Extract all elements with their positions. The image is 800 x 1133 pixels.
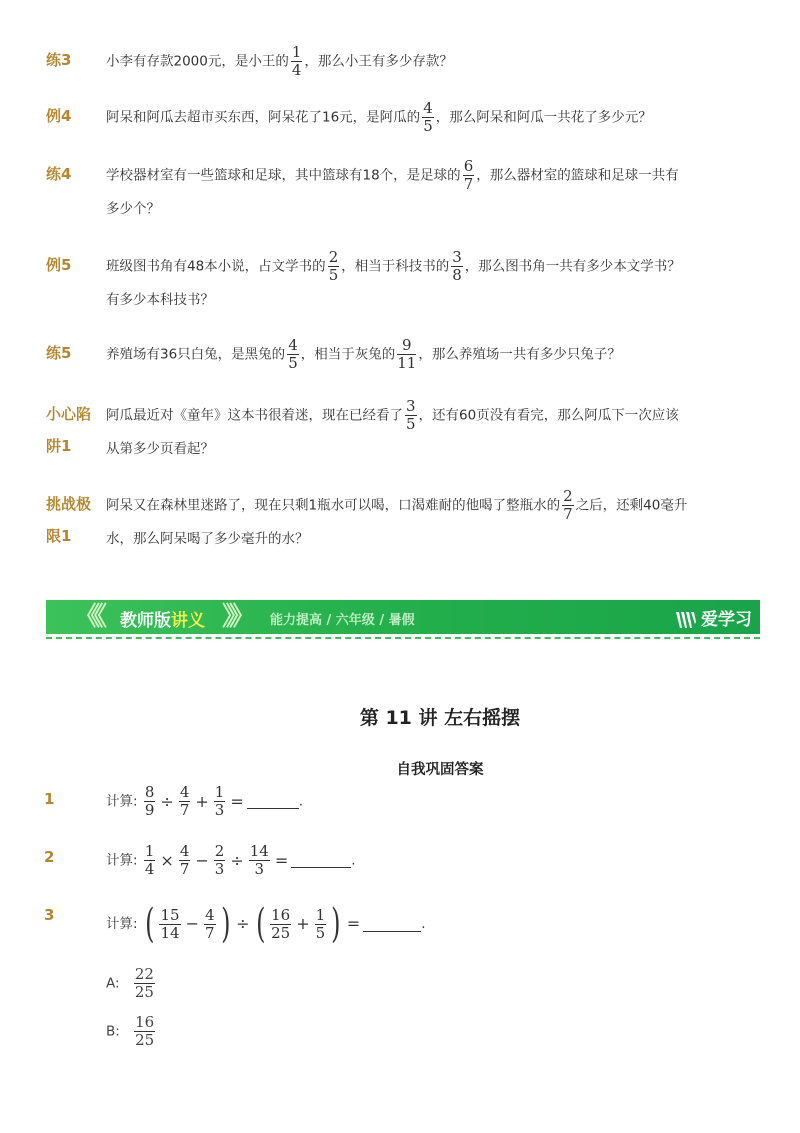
banner-title: 教师版讲义 [120, 611, 205, 631]
answer-blank[interactable] [247, 794, 299, 809]
fraction: $\frac{1}{4}$ [291, 43, 302, 79]
problem-text: 养殖场有36只白兔，是黑兔的 $\frac{4}{5}$ ，相当于灰兔的 $\frac{9}{11}$ ，那么养殖场一共有多少只兔子？ [106, 336, 621, 372]
question-number: 1 [44, 790, 55, 808]
problem-text: 班级图书角有48本小说，占文学书的 $\frac{2}{5}$ ，相当于科技书的 $\frac{3}{8}$ ，那么图书角一共有多少本文学书？ 有多少本科技书？ [106, 248, 681, 308]
brand-logo: 爱学习 [675, 605, 752, 630]
problem-text: 小李有存款2000元，是小王的 $\frac{1}{4}$ ，那么小王有多少存款？ [106, 43, 453, 79]
answer-blank[interactable] [291, 853, 351, 868]
problem-text: 学校器材室有一些篮球和足球，其中篮球有18个，是足球的 $\frac{6}{7}$ ，那么器材室的篮球和足球一共有 多少个？ [106, 157, 679, 217]
choice-b[interactable]: B: $\frac{16}{25}$ [106, 1013, 155, 1049]
fraction: $\frac{2}{7}$ [563, 487, 573, 523]
problem-label: 练4 [46, 165, 72, 183]
question-text: 计算: $\frac{8}{9}$ ÷ $\frac{4}{7}$ + $\frac{1}{3}$ = . [106, 783, 304, 819]
question-text: 计算: $\frac{1}{4}$ × $\frac{4}{7}$ − $\frac{2}{3}$ ÷ $\frac{14}{3}$ = . [106, 842, 356, 878]
lecture-title: 第 11 讲 左右摇摆 [359, 707, 521, 729]
fraction: $\frac{3}{8}$ [452, 248, 462, 284]
header-banner [46, 600, 760, 634]
problem-text: 阿呆又在森林里迷路了，现在只剩1瓶水可以喝，口渴难耐的他喝了整瓶水的 $\frac{2}{7}$ 之后，还剩40毫升 水，那么阿呆喝了多少毫升的水？ [106, 487, 688, 547]
fraction: $\frac{4}{5}$ [423, 99, 433, 135]
problem-label: 例4 [46, 107, 72, 125]
breadcrumb: 能力提高 / 六年级 / 暑假 [270, 613, 415, 628]
fraction: $\frac{2}{5}$ [328, 248, 339, 284]
problem-label: 挑战极 限1 [46, 495, 92, 545]
question-number: 2 [44, 848, 55, 866]
question-number: 3 [44, 906, 55, 924]
fraction: $\frac{9}{11}$ [397, 336, 417, 372]
fraction: $\frac{4}{5}$ [288, 336, 298, 372]
answer-blank[interactable] [363, 917, 421, 932]
left-chevrons-icon: 《《 [74, 602, 102, 632]
problem-label: 练3 [46, 51, 72, 69]
fraction: $\frac{3}{5}$ [406, 397, 416, 433]
fraction: $\frac{6}{7}$ [463, 157, 474, 193]
section-title: 自我巩固答案 [396, 762, 484, 778]
brand-mark-icon [675, 610, 697, 630]
problem-label: 练5 [46, 344, 72, 362]
problem-text: 阿呆和阿瓜去超市买东西，阿呆花了16元，是阿瓜的 $\frac{4}{5}$ ，那么阿呆和阿瓜一共花了多少元？ [106, 99, 652, 135]
problem-label: 例5 [46, 256, 72, 274]
question-text: 计算: ( $\frac{15}{14}$ − $\frac{4}{7}$ ) ÷ ( $\frac{16}{25}$ + $\frac{1}{5}$ ) = . [106, 901, 426, 947]
problem-label: 小心陷 阱1 [46, 405, 92, 455]
choice-a[interactable]: A: $\frac{22}{25}$ [106, 965, 154, 1001]
problem-text: 阿瓜最近对《童年》这本书很着迷，现在已经看了 $\frac{3}{5}$ ，还有60页没有看完，那么阿瓜下一次应该 从第多少页看起？ [106, 397, 679, 457]
right-chevrons-icon: 》》 [222, 602, 250, 632]
banner-divider [46, 637, 760, 639]
